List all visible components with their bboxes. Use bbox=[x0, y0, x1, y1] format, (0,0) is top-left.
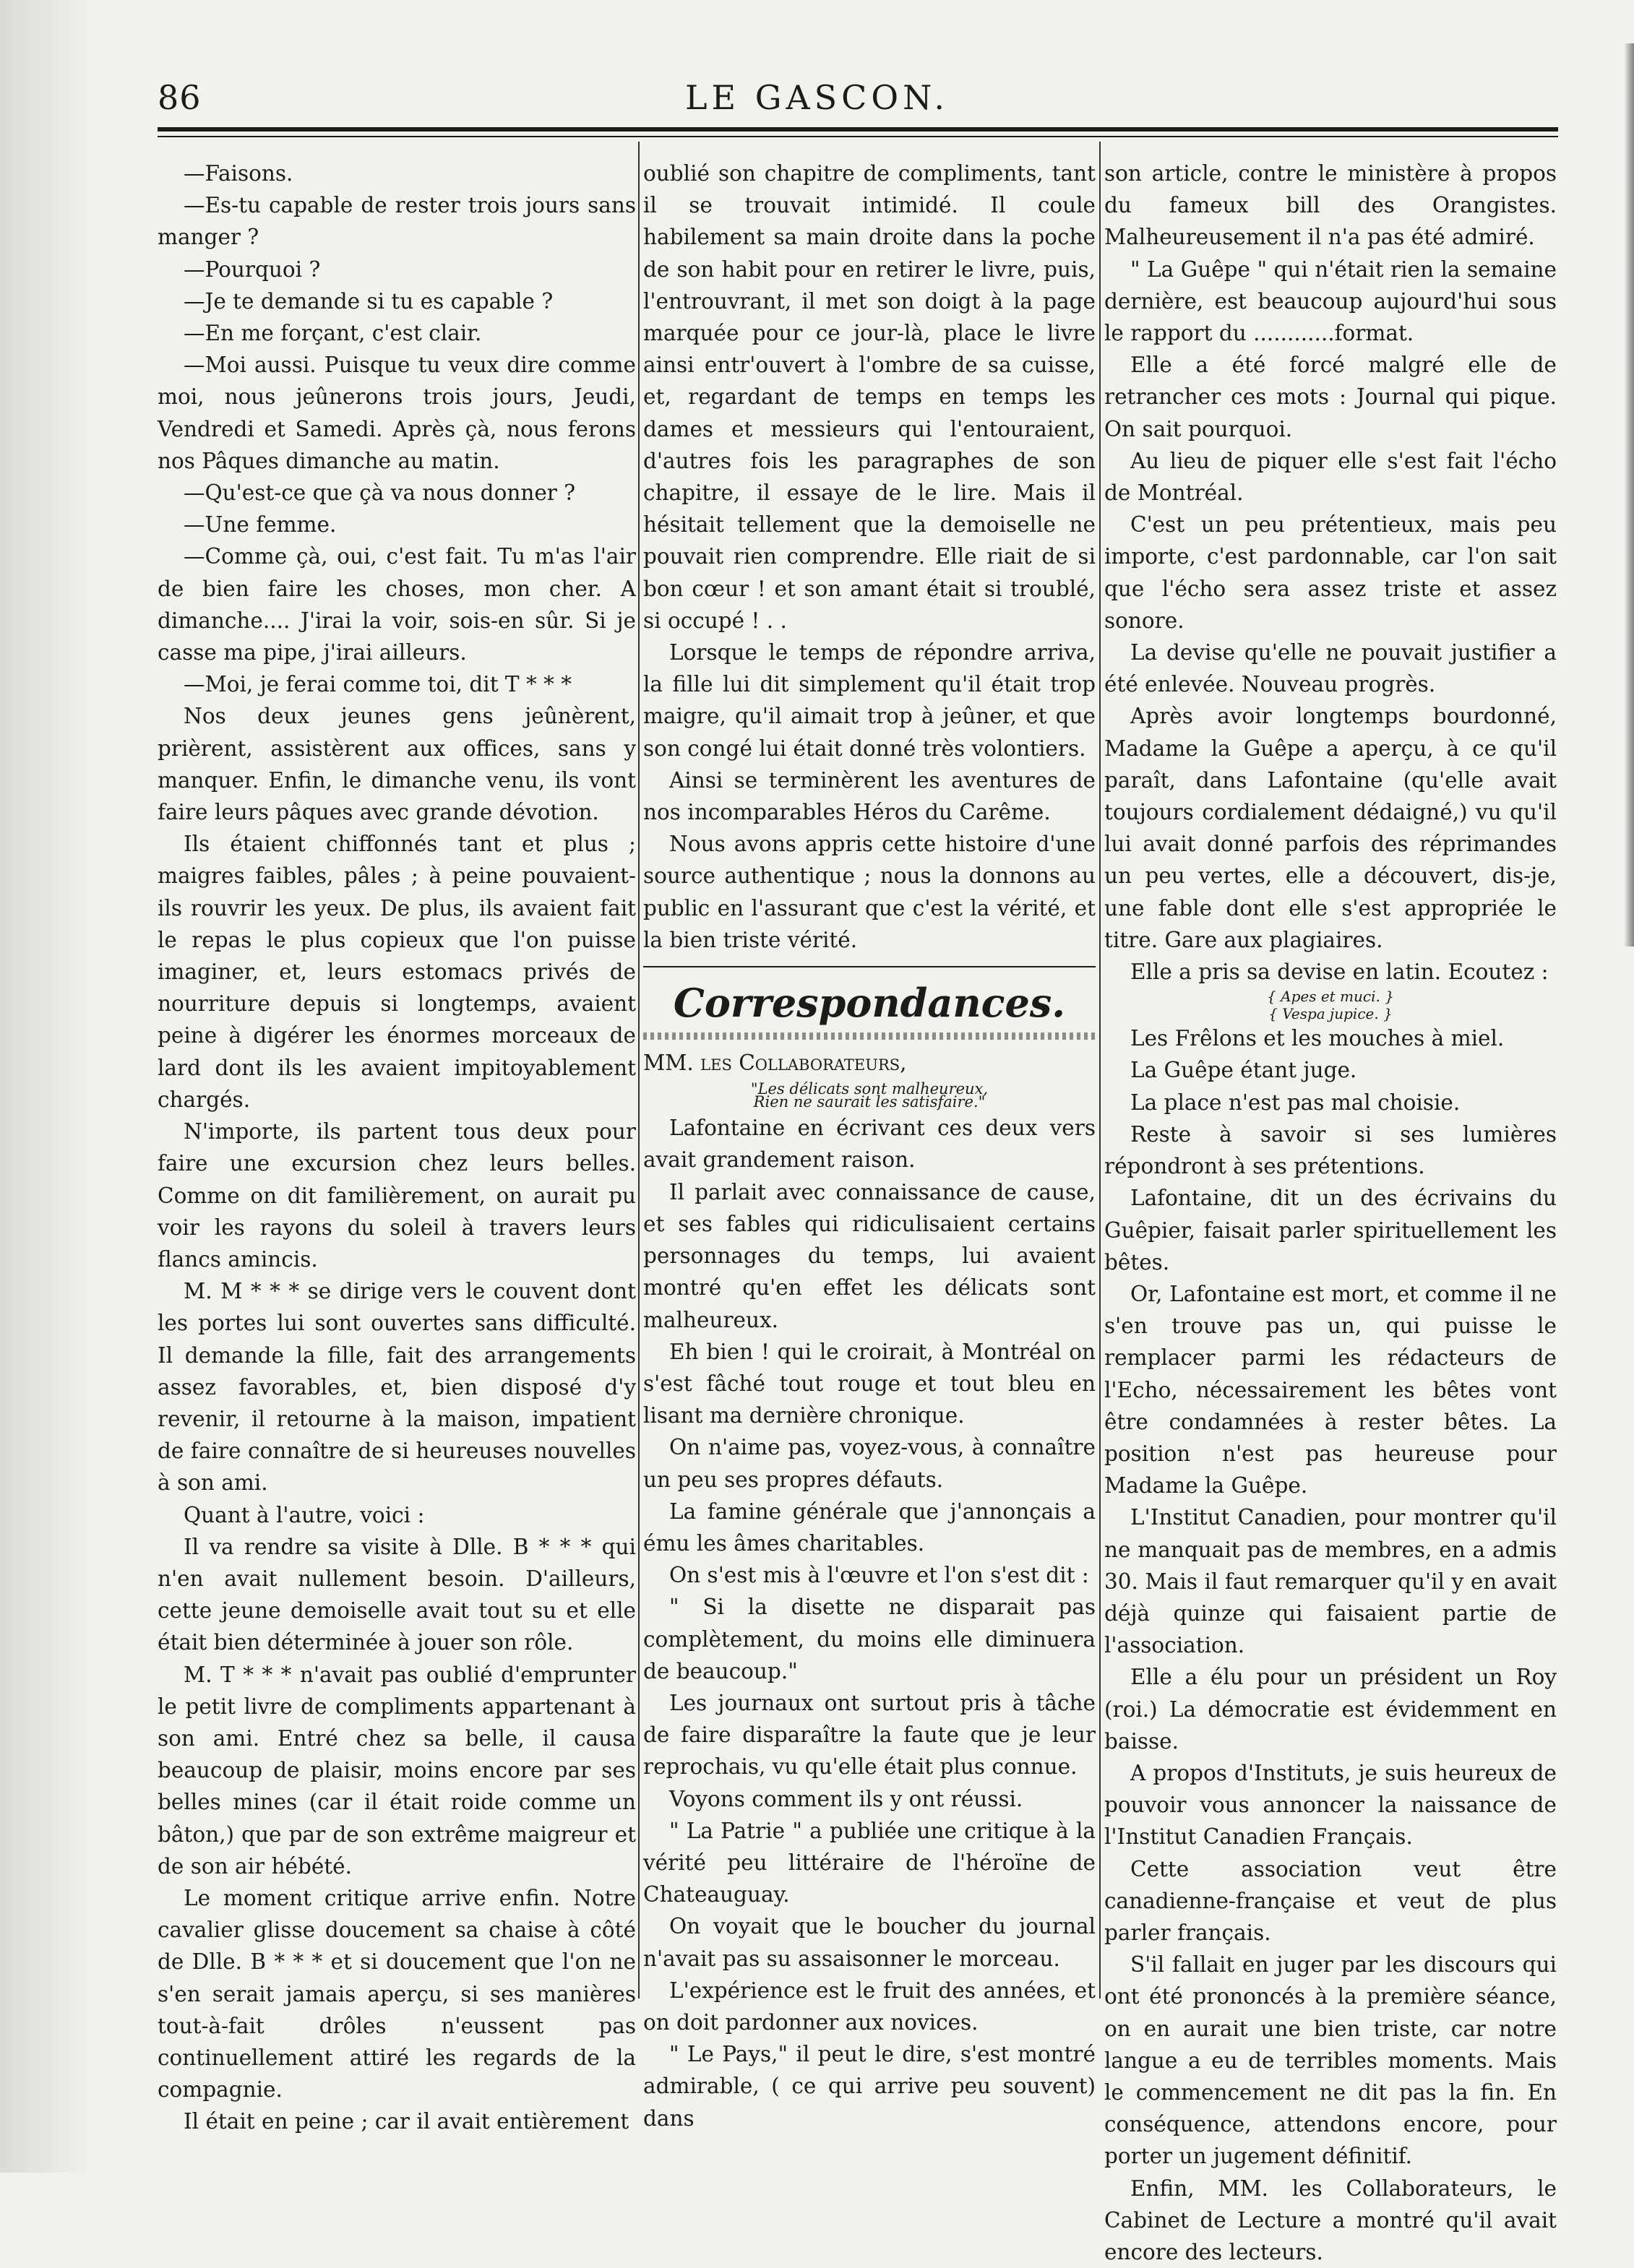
paragraph: On voyait que le boucher du journal n'avait pas su assaisonner le morceau. bbox=[643, 1914, 1096, 1971]
paragraph: A propos d'Instituts, je suis heureux de pouvoir vous annoncer la naissance de l'Institut Canadien Français. bbox=[1104, 1760, 1557, 1850]
paragraph: Or, Lafontaine est mort, et comme il ne s'en trouve pas un, qui puisse le remplacer parmi les rédacteurs de l'Echo, nécessairement les bêtes vont être condamnées à rester bêtes. La position n'est pas heureuse pour Madame la Guêpe. bbox=[1104, 1281, 1557, 1499]
paragraph: Nous avons appris cette histoire d'une source authentique ; nous la donnons au public en l'assurant que c'est la vérité, et la bien triste vérité. bbox=[643, 832, 1096, 952]
latin-devise-line: { Apes et muci. } bbox=[1267, 988, 1394, 1006]
column-2 bbox=[643, 158, 1096, 2131]
paragraph: son article, contre le ministère à propos du fameux bill des Orangistes. Malheureusement il n'a pas été admiré. bbox=[1104, 161, 1557, 250]
paragraph: M. T * * * n'avait pas oublié d'emprunter le petit livre de compliments appartenant à son ami. Entré chez sa belle, il causa beaucoup de plaisir, moins encore par ses belles mines (car il était roide comme un bâton,) que par de son extrême maigreur et de son air hébété. bbox=[158, 1662, 636, 1879]
column-3 bbox=[1104, 158, 1557, 2264]
paragraph: Il était en peine ; car il avait entièrement bbox=[184, 2109, 629, 2134]
paragraph: —Moi aussi. Puisque tu veux dire comme moi, nous jeûnerons trois jours, Jeudi, Vendredi et Samedi. Après çà, nous ferons nos Pâques dimanche au matin. bbox=[158, 353, 636, 473]
paragraph: C'est un peu prétentieux, mais peu importe, c'est pardonnable, car l'on sait que l'écho sera assez triste et assez sonore. bbox=[1104, 512, 1557, 633]
paragraph: Elle a élu pour un président un Roy (roi.) La démocratie est évidemment en baisse. bbox=[1104, 1665, 1557, 1754]
paragraph: Les Frêlons et les mouches à miel. bbox=[1130, 1026, 1505, 1051]
column-divider bbox=[1099, 142, 1101, 1998]
paragraph: Cette association veut être canadienne-française et veut de plus parler français. bbox=[1104, 1856, 1557, 1945]
page-edge-shadow bbox=[0, 0, 94, 2173]
paragraph: —Es-tu capable de rester trois jours sans manger ? bbox=[158, 193, 636, 250]
paragraph: —Qu'est-ce que çà va nous donner ? bbox=[184, 480, 576, 506]
paragraph: —En me forçant, c'est clair. bbox=[184, 321, 482, 346]
paragraph: L'expérience est le fruit des années, et on doit pardonner aux novices. bbox=[643, 1978, 1096, 2035]
paragraph: Le moment critique arrive enfin. Notre cavalier glisse doucement sa chaise à côté de Dlle. B * * * et si doucement que l'on ne s'en serait jamais aperçu, si ses manières tout-à-fait drôles n'eussent pas continuellement attiré les regards de la compagnie. bbox=[158, 1885, 636, 2103]
page-number: 86 bbox=[158, 78, 202, 117]
paragraph: —Je te demande si tu es capable ? bbox=[184, 288, 554, 314]
paragraph: " La Guêpe " qui n'était rien la semaine dernière, est beaucoup aujourd'hui sous le rapport du ............format. bbox=[1104, 256, 1557, 346]
paragraph: La devise qu'elle ne pouvait justifier a été enlevée. Nouveau progrès. bbox=[1104, 640, 1557, 697]
paragraph: —Une femme. bbox=[184, 512, 337, 538]
column-divider bbox=[638, 142, 640, 1998]
paragraph: Elle a été forcé malgré elle de retrancher ces mots : Journal qui pique. On sait pourquoi. bbox=[1104, 353, 1557, 441]
epigraph-line: "Les délicats sont malheureux, bbox=[750, 1080, 989, 1098]
paragraph: Au lieu de piquer elle s'est fait l'écho de Montréal. bbox=[1104, 448, 1557, 506]
paragraph: Eh bien ! qui le croirait, à Montréal on s'est fâché tout rouge et tout bleu en lisant ma dernière chronique. bbox=[643, 1339, 1096, 1428]
masthead: LE GASCON. bbox=[684, 78, 950, 117]
paragraph: —Pourquoi ? bbox=[184, 256, 321, 282]
latin-devise-line: { Vespa jupice. } bbox=[1268, 1005, 1393, 1023]
paragraph: Lafontaine, dit un des écrivains du Guêpier, faisait parler spirituellement les bêtes. bbox=[1104, 1186, 1557, 1275]
paragraph: Elle a pris sa devise en latin. Ecoutez : bbox=[1130, 960, 1549, 985]
paragraph: Quant à l'autre, voici : bbox=[184, 1502, 425, 1527]
paragraph: Les journaux ont surtout pris à tâche de faire disparaître la faute que je leur reprochais, vu qu'elle était plus connue. bbox=[643, 1690, 1096, 1780]
paragraph: Enfin, MM. les Collaborateurs, le Cabinet de Lecture a montré qu'il avait encore des lecteurs. bbox=[1104, 2176, 1557, 2264]
paragraph: " Le Pays," il peut le dire, s'est montré admirable, ( ce qui arrive peu souvent) dans bbox=[643, 2042, 1096, 2131]
salutation: MM. les Collaborateurs, bbox=[643, 1051, 907, 1076]
paragraph: M. M * * * se dirige vers le couvent dont les portes lui sont ouvertes sans difficulté. Il demande la fille, fait des arrangements assez favorables, et, bien disposé d'y revenir, il retourne à la maison, impatient de faire connaître de si heureuses nouvelles à son ami. bbox=[158, 1279, 636, 1496]
paragraph: Nos deux jeunes gens jeûnèrent, prièrent, assistèrent aux offices, sans y manquer. Enfin, le dimanche venu, ils vont faire leurs pâques avec grande dévotion. bbox=[158, 704, 636, 825]
paragraph: La famine générale que j'annonçais a ému les âmes charitables. bbox=[643, 1499, 1096, 1556]
paragraph: On s'est mis à l'œuvre et l'on s'est dit : bbox=[669, 1563, 1089, 1588]
paragraph: Il parlait avec connaissance de cause, et ses fables qui ridiculisaient certains personnages du temps, lui avaient montré qu'en effet les délicats sont malheureux. bbox=[643, 1179, 1096, 1332]
paragraph: —Faisons. bbox=[184, 161, 293, 186]
paragraph: —Moi, je ferai comme toi, dit T * * * bbox=[184, 672, 572, 697]
paragraph: Ils étaient chiffonnés tant et plus ; maigres faibles, pâles ; à peine pouvaient-ils rouvrir les yeux. De plus, ils avaient fait le repas le plus copieux que l'on puisse imaginer, et, leurs estomacs privés de nourriture depuis si longtemps, avaient peine à digérer les énormes morceaux de lard dont ils les avaient impitoyablement chargés. bbox=[158, 832, 636, 1112]
paragraph: oublié son chapitre de compliments, tant il se trouvait intimidé. Il coule habilement sa main droite dans la poche de son habit pour en retirer le livre, puis, l'entrouvrant, il met son doigt à la page marquée pour ce jour-là, place le livre ainsi entr'ouvert à l'ombre de sa cuisse, et, regardant de temps en temps les dames et messieurs qui l'entouraient, d'autres fois les paragraphes de son chapitre, il essaye de le lire. Mais il hésitait tellement que la demoiselle ne pouvait rien comprendre. Elle riait de si bon cœur ! et son amant était si troublé, si occupé ! . . bbox=[643, 161, 1096, 633]
section-heading: Correspondances. bbox=[673, 980, 1066, 1027]
paragraph: La Guêpe étant juge. bbox=[1130, 1058, 1357, 1083]
epigraph-line: Rien ne saurait les satisfaire." bbox=[753, 1093, 986, 1111]
paragraph: —Comme çà, oui, c'est fait. Tu m'as l'air de bien faire les choses, mon cher. A dimanche.... J'irai la voir, sois-en sûr. Si je casse ma pipe, j'irai ailleurs. bbox=[158, 544, 636, 665]
paragraph: Ainsi se terminèrent les aventures de nos incomparables Héros du Carême. bbox=[643, 767, 1096, 825]
header-rule bbox=[158, 127, 1558, 131]
paragraph: " La Patrie " a publiée une critique à la vérité peu littéraire de l'héroïne de Chateauguay. bbox=[643, 1818, 1096, 1907]
paragraph: Voyons comment ils y ont réussi. bbox=[669, 1786, 1023, 1811]
paragraph: S'il fallait en juger par les discours qui ont été prononcés à la première séance, on en aurait une bien triste, car notre langue a eu de terribles moments. Mais le commencement ne dit pas la fin. En conséquence, attendons encore, pour porter un jugement définitif. bbox=[1104, 1952, 1557, 2169]
column-1 bbox=[158, 158, 636, 2134]
paragraph: On n'aime pas, voyez-vous, à connaître un peu ses propres défauts. bbox=[643, 1435, 1096, 1492]
paragraph: Lorsque le temps de répondre arriva, la fille lui dit simplement qu'il était trop maigre, qu'il aimait trop à jeûner, et que son congé lui était donné très volontiers. bbox=[643, 640, 1096, 761]
section-rule bbox=[643, 966, 1096, 967]
paragraph: Après avoir longtemps bourdonné, Madame la Guêpe a aperçu, à ce qu'il paraît, dans Lafontaine (qu'elle avait toujours cordialement dédaigné,) vu qu'il lui avait donné parfois des réprimandes un peu vertes, elle a découvert, dis-je, une fable dont elle s'est appropriée le titre. Gare aux plagiaires. bbox=[1104, 704, 1557, 952]
paragraph: L'Institut Canadien, pour montrer qu'il ne manquait pas de membres, en a admis 30. Mais il faut remarquer qu'il y en avait déjà quinze qui faisaient partie de l'association. bbox=[1104, 1505, 1557, 1658]
paragraph: Reste à savoir si ses lumières répondront à ses prétentions. bbox=[1104, 1121, 1557, 1179]
paragraph: N'importe, ils partent tous deux pour faire une excursion chez leurs belles. Comme on dit familièrement, on aurait pu voir les rayons du soleil à travers leurs flancs amincis. bbox=[158, 1119, 636, 1272]
header-rule-thin bbox=[158, 136, 1558, 137]
paragraph: La place n'est pas mal choisie. bbox=[1130, 1090, 1461, 1115]
decorative-rule bbox=[643, 1032, 1096, 1040]
paragraph: " Si la disette ne disparait pas complètement, du moins elle diminuera de beaucoup." bbox=[643, 1595, 1096, 1683]
paragraph: Il va rendre sa visite à Dlle. B * * * qui n'en avait nullement besoin. D'ailleurs, cette jeune demoiselle avait tout su et elle était bien déterminée à jouer son rôle. bbox=[158, 1534, 636, 1655]
paragraph: Lafontaine en écrivant ces deux vers avait grandement raison. bbox=[643, 1116, 1096, 1173]
binding-edge bbox=[1624, 43, 1634, 947]
